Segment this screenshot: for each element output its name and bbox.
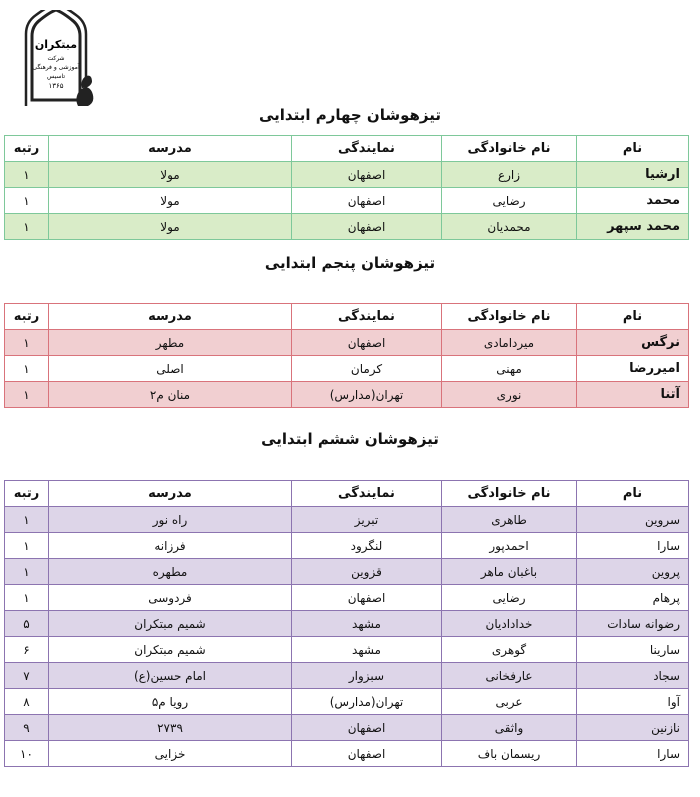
cell-name: پرهام (577, 585, 689, 611)
cell-name: نرگس (577, 330, 689, 356)
cell-rank: ۹ (5, 715, 49, 741)
cell-agency: اصفهان (292, 162, 442, 188)
header-rank: رتبه (5, 481, 49, 507)
header-name: نام (577, 304, 689, 330)
header-rank: رتبه (5, 304, 49, 330)
table-row (5, 533, 689, 559)
table-header-row (5, 136, 689, 162)
table-header-row (5, 481, 689, 507)
header-agency: نمایندگی (292, 136, 442, 162)
table-row (5, 162, 689, 188)
cell-family: ریسمان باف (442, 741, 577, 767)
cell-agency: کرمان (292, 356, 442, 382)
cell-school: مولا (49, 162, 292, 188)
table-row (5, 585, 689, 611)
table-row (5, 741, 689, 767)
cell-school: فردوسی (49, 585, 292, 611)
table-row (5, 715, 689, 741)
cell-school: مولا (49, 214, 292, 240)
table-row (5, 559, 689, 585)
cell-name: سجاد (577, 663, 689, 689)
cell-agency: اصفهان (292, 330, 442, 356)
cell-rank: ۶ (5, 637, 49, 663)
cell-name: رضوانه سادات (577, 611, 689, 637)
cell-rank: ۱ (5, 382, 49, 408)
cell-name: نازنین (577, 715, 689, 741)
cell-family: باغبان ماهر (442, 559, 577, 585)
section-title-grade4: تیزهوشان چهارم ابتدایی (258, 106, 441, 124)
table-grade4 (4, 135, 689, 240)
cell-name: پروین (577, 559, 689, 585)
cell-rank: ۱ (5, 533, 49, 559)
header-name: نام (577, 136, 689, 162)
cell-family: واثقی (442, 715, 577, 741)
cell-agency: تبریز (292, 507, 442, 533)
table-header-row (5, 304, 689, 330)
cell-name: محمد (577, 188, 689, 214)
cell-agency: تهران(مدارس) (292, 689, 442, 715)
cell-rank: ۱ (5, 162, 49, 188)
logo-line1: شرکت (47, 55, 65, 62)
cell-agency: سبزوار (292, 663, 442, 689)
cell-family: محمدیان (442, 214, 577, 240)
header-school: مدرسه (49, 481, 292, 507)
cell-rank: ۱ (5, 559, 49, 585)
cell-family: زارع (442, 162, 577, 188)
cell-name: سارا (577, 533, 689, 559)
cell-rank: ۱ (5, 330, 49, 356)
header-school: مدرسه (49, 136, 292, 162)
cell-name: سارینا (577, 637, 689, 663)
cell-family: احمدپور (442, 533, 577, 559)
table-row (5, 382, 689, 408)
cell-rank: ۱۰ (5, 741, 49, 767)
cell-name: امیررضا (577, 356, 689, 382)
table-grade5 (4, 303, 689, 408)
cell-agency: اصفهان (292, 715, 442, 741)
cell-family: خدادادیان (442, 611, 577, 637)
cell-family: گوهری (442, 637, 577, 663)
logo-name: مبتکران (34, 38, 78, 51)
cell-agency: لنگرود (292, 533, 442, 559)
cell-family: عارفخانی (442, 663, 577, 689)
cell-family: مهنی (442, 356, 577, 382)
cell-family: نوری (442, 382, 577, 408)
header-agency: نمایندگی (292, 304, 442, 330)
mobtakeran-logo (18, 10, 96, 110)
logo-line2: آموزشی و فرهنگی (32, 64, 80, 71)
cell-rank: ۱ (5, 356, 49, 382)
cell-name: سروین (577, 507, 689, 533)
cell-name: سارا (577, 741, 689, 767)
cell-agency: تهران(مدارس) (292, 382, 442, 408)
header-family: نام خانوادگی (442, 136, 577, 162)
header-school: مدرسه (49, 304, 292, 330)
cell-school: منان م۲ (49, 382, 292, 408)
cell-school: راه نور (49, 507, 292, 533)
cell-agency: قزوین (292, 559, 442, 585)
cell-school: مطهره (49, 559, 292, 585)
cell-agency: اصفهان (292, 214, 442, 240)
header-family: نام خانوادگی (442, 304, 577, 330)
table-row (5, 330, 689, 356)
cell-school: فرزانه (49, 533, 292, 559)
cell-family: رضایی (442, 188, 577, 214)
header-agency: نمایندگی (292, 481, 442, 507)
cell-family: میردامادی (442, 330, 577, 356)
logo-year: ۱۳۶۵ (48, 82, 64, 90)
cell-name: آوا (577, 689, 689, 715)
cell-agency: مشهد (292, 611, 442, 637)
table-row (5, 356, 689, 382)
cell-family: عربی (442, 689, 577, 715)
cell-school: شمیم مبتکران (49, 611, 292, 637)
table-row (5, 507, 689, 533)
cell-family: رضایی (442, 585, 577, 611)
cell-rank: ۱ (5, 214, 49, 240)
table-row (5, 689, 689, 715)
cell-school: رویا م۵ (49, 689, 292, 715)
header-family: نام خانوادگی (442, 481, 577, 507)
cell-rank: ۱ (5, 585, 49, 611)
cell-school: مطهر (49, 330, 292, 356)
table-row (5, 188, 689, 214)
cell-agency: اصفهان (292, 585, 442, 611)
table-row (5, 611, 689, 637)
header-rank: رتبه (5, 136, 49, 162)
cell-family: طاهری (442, 507, 577, 533)
cell-school: شمیم مبتکران (49, 637, 292, 663)
cell-rank: ۷ (5, 663, 49, 689)
section-title-grade6: تیزهوشان ششم ابتدایی (261, 430, 439, 448)
cell-rank: ۸ (5, 689, 49, 715)
cell-agency: مشهد (292, 637, 442, 663)
cell-rank: ۱ (5, 188, 49, 214)
table-row (5, 214, 689, 240)
cell-agency: اصفهان (292, 741, 442, 767)
cell-name: محمد سپهر (577, 214, 689, 240)
cell-school: خزایی (49, 741, 292, 767)
cell-school: امام حسین(ع) (49, 663, 292, 689)
logo-line3: تاسیس (47, 73, 65, 80)
header-name: نام (577, 481, 689, 507)
section-title-grade5: تیزهوشان پنجم ابتدایی (264, 254, 436, 272)
cell-name: آتنا (577, 382, 689, 408)
cell-rank: ۵ (5, 611, 49, 637)
table-row (5, 637, 689, 663)
table-grade6 (4, 480, 689, 767)
cell-name: ارشیا (577, 162, 689, 188)
cell-agency: اصفهان (292, 188, 442, 214)
cell-school: اصلی (49, 356, 292, 382)
cell-rank: ۱ (5, 507, 49, 533)
table-row (5, 663, 689, 689)
cell-school: مولا (49, 188, 292, 214)
cell-school: ۲۷۳۹ (49, 715, 292, 741)
